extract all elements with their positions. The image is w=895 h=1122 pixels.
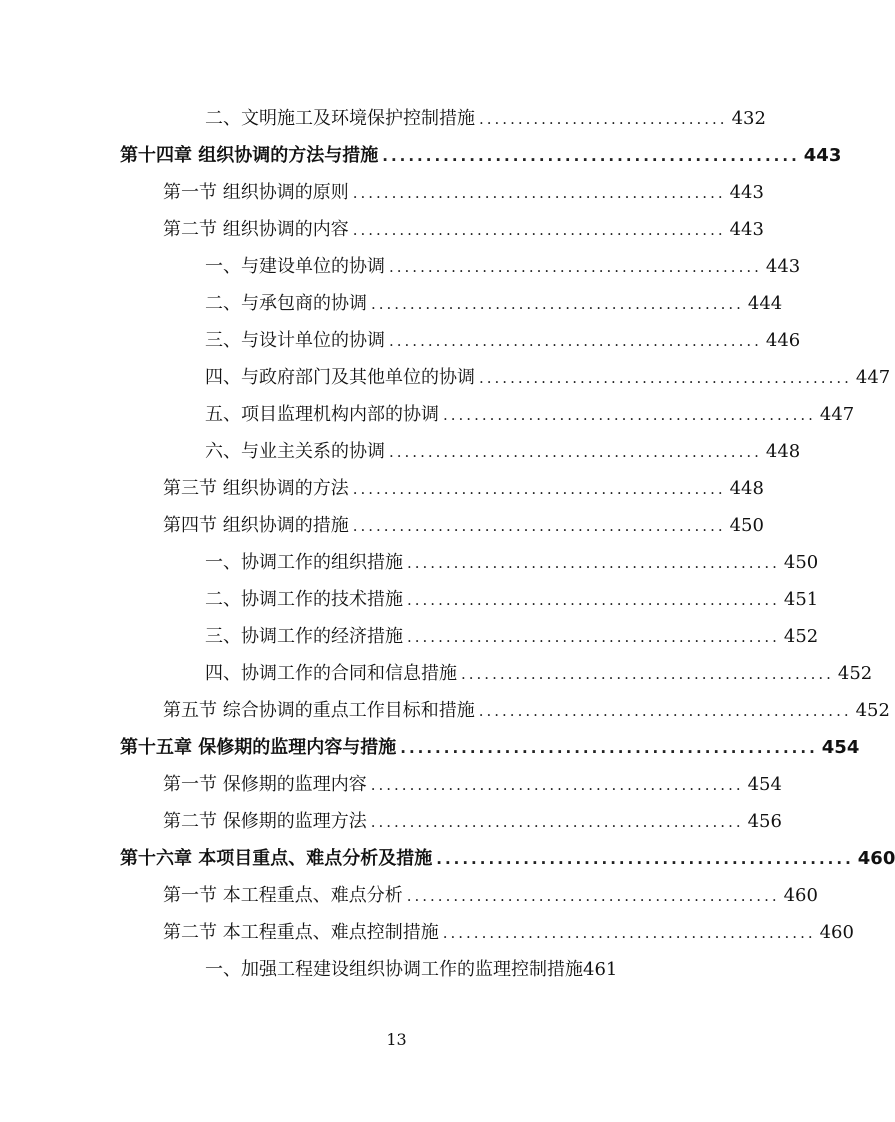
toc-entry-title: 第十六章 本项目重点、难点分析及措施 xyxy=(120,847,433,869)
toc-entry[interactable] xyxy=(205,544,819,581)
leader-dots: ................................ xyxy=(479,109,728,128)
toc-section[interactable] xyxy=(163,470,764,507)
toc-entry-title: 三、与设计单位的协调 xyxy=(205,329,385,351)
toc-entry[interactable] xyxy=(205,285,783,322)
toc-entry-title: 三、协调工作的经济措施 xyxy=(205,625,403,647)
leader-dots: ................................................ xyxy=(352,516,726,535)
toc-entry-page: 451 xyxy=(783,588,819,610)
toc-entry-page: 450 xyxy=(783,551,819,573)
leader-dots: ................................................ xyxy=(371,294,744,313)
toc-section[interactable] xyxy=(163,174,764,211)
toc-entry-page: 461 xyxy=(583,958,618,980)
toc-entry-page: 448 xyxy=(765,440,801,462)
toc-entry-page: 454 xyxy=(821,736,860,758)
toc-entry[interactable] xyxy=(205,581,819,618)
toc-entry-page: 452 xyxy=(837,662,873,684)
toc-section[interactable] xyxy=(163,211,764,248)
toc-entry[interactable] xyxy=(205,655,873,692)
toc-entry[interactable] xyxy=(205,248,801,285)
leader-dots: ................................................ xyxy=(352,479,726,498)
toc-entry-title: 一、协调工作的组织措施 xyxy=(205,551,403,573)
toc-entry-page: 452 xyxy=(783,625,819,647)
toc-entry-page: 450 xyxy=(729,514,764,536)
leader-dots: ................................................ xyxy=(436,849,854,868)
toc-entry-title: 第二节 保修期的监理方法 xyxy=(163,810,367,832)
leader-dots: ................................................ xyxy=(389,257,762,276)
toc-entry-title: 第一节 本工程重点、难点分析 xyxy=(163,884,403,906)
leader-dots: ................................................ xyxy=(443,405,816,424)
toc-chapter[interactable] xyxy=(120,729,860,766)
leader-dots: ................................................ xyxy=(389,442,762,461)
toc-chapter[interactable] xyxy=(120,840,895,877)
toc-entry-title: 二、与承包商的协调 xyxy=(205,292,367,314)
toc-entry[interactable] xyxy=(205,100,766,137)
toc-entry-title: 第十四章 组织协调的方法与措施 xyxy=(120,144,379,166)
toc-entry-title: 一、与建设单位的协调 xyxy=(205,255,385,277)
leader-dots: ................................................ xyxy=(352,183,726,202)
toc-entry-title: 第五节 综合协调的重点工作目标和措施 xyxy=(163,699,475,721)
toc-entry[interactable] xyxy=(205,359,891,396)
toc-entry-title: 第一节 组织协调的原则 xyxy=(163,181,349,203)
toc-entry-page: 454 xyxy=(747,773,782,795)
leader-dots: ................................................ xyxy=(478,701,852,720)
toc-entry-page: 456 xyxy=(747,810,782,832)
toc-entry-page: 432 xyxy=(731,107,766,129)
leader-dots: ................................................ xyxy=(352,220,726,239)
toc-section[interactable] xyxy=(163,803,782,840)
toc-entry-page: 452 xyxy=(855,699,890,721)
toc-entry-title: 第四节 组织协调的措施 xyxy=(163,514,349,536)
toc-entry[interactable] xyxy=(205,433,801,470)
toc-section[interactable] xyxy=(163,914,854,951)
toc-section[interactable] xyxy=(163,507,764,544)
toc-entry-page: 460 xyxy=(783,884,818,906)
leader-dots: ................................................ xyxy=(370,775,744,794)
leader-dots: ................................................ xyxy=(407,553,780,572)
toc-entry-page: 443 xyxy=(729,181,764,203)
leader-dots: ................................................ xyxy=(479,368,852,387)
leader-dots: ................................................ xyxy=(407,627,780,646)
toc-chapter[interactable] xyxy=(120,137,842,174)
toc-entry-page: 443 xyxy=(729,218,764,240)
toc-entry-title: 第二节 组织协调的内容 xyxy=(163,218,349,240)
toc-entry-title: 四、与政府部门及其他单位的协调 xyxy=(205,366,475,388)
toc-entry-page: 448 xyxy=(729,477,764,499)
toc-entry-page: 443 xyxy=(803,144,842,166)
toc-entry-title: 四、协调工作的合同和信息措施 xyxy=(205,662,457,684)
toc-entry-page: 447 xyxy=(819,403,855,425)
toc-section[interactable] xyxy=(163,877,818,914)
toc-entry-title: 二、文明施工及环境保护控制措施 xyxy=(205,107,475,129)
toc-entry-title: 第三节 组织协调的方法 xyxy=(163,477,349,499)
leader-dots: ................................................ xyxy=(400,738,818,757)
leader-dots: ................................................ xyxy=(442,923,816,942)
toc-entry[interactable] xyxy=(205,618,819,655)
toc-entry[interactable] xyxy=(205,396,855,433)
leader-dots: ................................................ xyxy=(389,331,762,350)
toc-entry-page: 460 xyxy=(819,921,854,943)
toc-entry-page: 446 xyxy=(765,329,801,351)
toc-entry-page: 443 xyxy=(765,255,801,277)
toc-entry-title: 一、加强工程建设组织协调工作的监理控制措施 xyxy=(205,958,583,980)
toc-entry-title: 第一节 保修期的监理内容 xyxy=(163,773,367,795)
toc-entry-title: 二、协调工作的技术措施 xyxy=(205,588,403,610)
toc-entry[interactable] xyxy=(205,951,685,988)
toc-entry-title: 第十五章 保修期的监理内容与措施 xyxy=(120,736,397,758)
page-number: 13 xyxy=(386,1030,407,1049)
leader-dots: ................................................ xyxy=(407,590,780,609)
leader-dots: ................................................ xyxy=(406,886,780,905)
toc-entry-page: 460 xyxy=(857,847,895,869)
toc-entry-page: 444 xyxy=(747,292,783,314)
leader-dots: ................................................ xyxy=(382,146,800,165)
toc-entry-title: 五、项目监理机构内部的协调 xyxy=(205,403,439,425)
leader-dots: ................................................ xyxy=(461,664,834,683)
toc-entry-title: 第二节 本工程重点、难点控制措施 xyxy=(163,921,439,943)
toc-section[interactable] xyxy=(163,692,890,729)
leader-dots: ................................................ xyxy=(370,812,744,831)
toc-entry-page: 447 xyxy=(855,366,891,388)
toc-section[interactable] xyxy=(163,766,782,803)
toc-entry-title: 六、与业主关系的协调 xyxy=(205,440,385,462)
toc-entry[interactable] xyxy=(205,322,801,359)
